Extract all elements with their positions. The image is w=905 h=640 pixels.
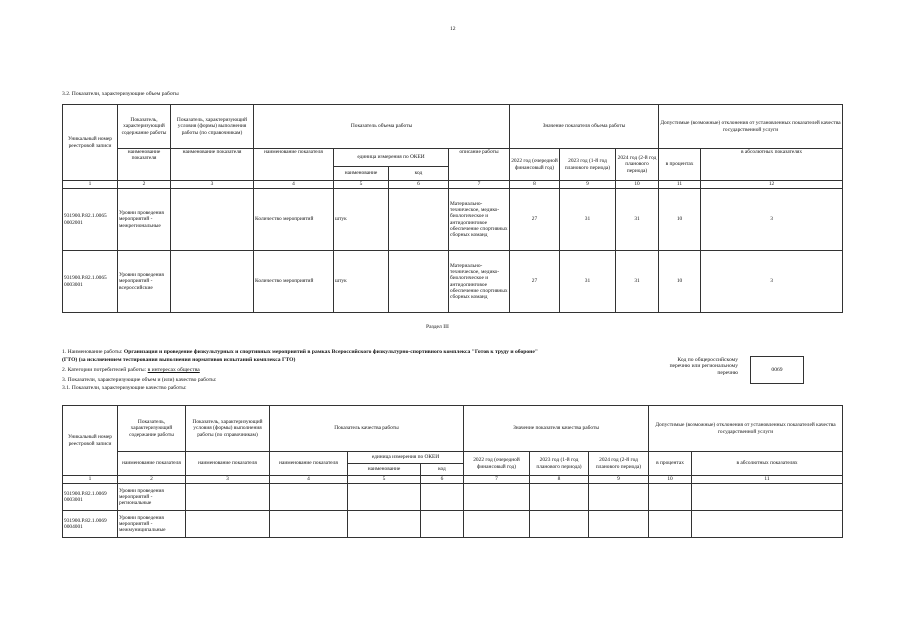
category-prefix: 2. Категории потребителей работы: [62,367,148,373]
h-allowed-deviation: Допустимые (возможные) отклонения от установленных показателей качества государственной услуги [659,105,843,149]
work-name-cont: (ГТО) (за исключением тестирования выполнения нормативов испытаний комплекса ГТО) [62,357,296,363]
category-value: в интересах общества [147,367,200,373]
h-okei-unit: единица измерения по ОКЕИ [334,149,449,167]
col-num: 7 [449,181,510,189]
h-year-2024: 2024 год (2-й год планового периода) [616,149,659,181]
col-num: 2 [118,476,186,484]
h-name-indicator: наименование показателя [171,149,254,181]
row-cell [270,511,348,538]
col-num: 11 [692,476,843,484]
row-content: Уровни проведения мероприятий - всероссийские [118,251,171,313]
col-num: 9 [589,476,649,484]
work-name-prefix: 1. Наименование работы: [62,349,124,355]
col-num: 8 [530,476,589,484]
work-name: Организация и проведение физкультурных и спортивных мероприятий в рамках Всероссийского физкультурно-спортивного комплекса "Готов к труду и обороне" [123,349,538,355]
h-volume-indicator: Показатель объема работы [254,105,510,149]
h-volume-value: Значение показателя объема работы [510,105,659,149]
h-work-description: описание работы [449,149,510,181]
row-v2022: 27 [510,251,560,313]
col-num: 8 [510,181,560,189]
col-num: 12 [701,181,843,189]
col-num: 1 [63,476,118,484]
row-cell [270,484,348,511]
row-code [389,251,449,313]
col-num: 1 [63,181,118,189]
col-num: 7 [464,476,530,484]
h-content-indicator: Показатель, характеризующий содержание работы [118,406,186,452]
row-unit: штук [334,189,389,251]
work-name-line [62,349,538,355]
table-row [63,511,843,538]
h-absolute: в абсолютных показателях [692,452,843,476]
h-unit-name: наименование [334,167,389,181]
col-num: 5 [348,476,421,484]
col-num: 3 [186,476,270,484]
row-cell [421,511,464,538]
code-label-line: перечню [717,369,738,376]
row-cell [530,511,589,538]
work-name-line-2 [62,357,295,363]
h-absolute: в абсолютных показателях [701,149,843,181]
row-content: Уровни проведения мероприятий - межмуниципальные [118,511,186,538]
code-value: 0069 [771,367,783,373]
code-label [630,357,738,376]
row-cell [348,511,421,538]
row-v2024: 31 [616,251,659,313]
h-percent: в процентах [649,452,692,476]
col-num: 9 [560,181,616,189]
row-cell [692,511,843,538]
h-unique-number: Уникальный номер реестровой записи [63,406,118,476]
table-row [63,251,843,313]
h-year-2022: 2022 год (очередной финансовый год) [510,149,560,181]
row-dev-pct: 10 [659,189,701,251]
h-quality-indicator: Показатель качества работы [270,406,464,452]
code-label-line: перечню или региональному [669,363,738,370]
row-cell [421,484,464,511]
row-cell [464,484,530,511]
h-year-2024: 2024 год (2-й год планового периода) [589,452,649,476]
h-conditions-indicator: Показатель, характеризующий условия (формы) выполнения работы (по справочникам) [171,105,254,149]
row-cell [186,511,270,538]
h-unit-code: код [389,167,449,181]
section-heading: Раздел III [426,324,449,330]
row-content: Уровни проведения мероприятий - региональные [118,484,186,511]
h-percent: в процентах [659,149,701,181]
row-cell [649,484,692,511]
row-cell [589,511,649,538]
h-quality-value: Значение показателя качества работы [464,406,649,452]
row-id: 931900.Р.82.1.0065 0003001 [63,251,118,313]
row-dev-abs: 3 [701,189,843,251]
row-code [389,189,449,251]
h-name-indicator: наименование показателя [186,452,270,476]
col-num: 11 [659,181,701,189]
h-conditions-indicator: Показатель, характеризующий условия (формы) выполнения работы (по справочникам) [186,406,270,452]
row-v2022: 27 [510,189,560,251]
h-year-2023: 2023 год (1-й год планового периода) [560,149,616,181]
row-content: Уровни проведения мероприятий - межрегиональные [118,189,171,251]
row-cell [649,511,692,538]
row-conditions [171,251,254,313]
row-indicator: Количество мероприятий [254,189,334,251]
page-number: 12 [450,26,456,32]
row-cell [530,484,589,511]
col-num: 2 [118,181,171,189]
h-year-2022: 2022 год (очередной финансовый год) [464,452,530,476]
consumer-category-line [62,367,200,373]
row-cell [186,484,270,511]
h-name-indicator: наименование показателя [254,149,334,181]
row-cell [692,484,843,511]
row-description: Материально-техническое, медико-биологическое и антидопинговое обеспечение спортивных сборных команд [449,189,510,251]
col-num: 3 [171,181,254,189]
row-cell [464,511,530,538]
table-row [63,484,843,511]
row-cell [348,484,421,511]
col-num: 4 [254,181,334,189]
col-num: 10 [649,476,692,484]
h-unit-name: наименование [348,464,421,476]
h-name-indicator: наименование показателя [270,452,348,476]
h-allowed-deviation: Допустимые (возможные) отклонения от установленных показателей качества государственной услуги [649,406,843,452]
h-okei-unit: единица измерения по ОКЕИ [348,452,464,464]
col-num: 10 [616,181,659,189]
row-id: 931900.Р.82.1.0069 0004001 [63,511,118,538]
h-unique-number: Уникальный номер реестровой записи [63,105,118,181]
volume-section-title: 3.2. Показатели, характеризующие объем работы [62,91,179,97]
row-cell [589,484,649,511]
row-id: 931900.Р.82.1.0069 0003001 [63,484,118,511]
row-v2023: 31 [560,251,616,313]
indicators-line: 3. Показатели, характеризующие объем и (или) качество работы: [62,377,217,383]
quality-table [62,405,843,538]
row-indicator: Количество мероприятий [254,251,334,313]
h-content-indicator: Показатель, характеризующий содержание работы [118,105,171,149]
row-unit: штук [334,251,389,313]
row-description: Материально-техническое, медико-биологическое и антидопинговое обеспечение спортивных сборных команд [449,251,510,313]
col-num: 6 [421,476,464,484]
h-unit-code: код [421,464,464,476]
row-dev-abs: 3 [701,251,843,313]
col-num: 6 [389,181,449,189]
h-name-indicator: наименование показателя [118,149,171,181]
volume-table [62,104,843,313]
row-id: 931900.Р.82.1.0065 0002001 [63,189,118,251]
h-name-indicator: наименование показателя [118,452,186,476]
quality-section-title: 3.1. Показатели, характеризующие качество работы: [62,385,187,391]
code-box [750,356,804,384]
row-conditions [171,189,254,251]
code-label-line: Код по общероссийскому [677,357,738,363]
row-v2023: 31 [560,189,616,251]
row-dev-pct: 10 [659,251,701,313]
col-num: 4 [270,476,348,484]
h-year-2023: 2023 год (1-й год планового периода) [530,452,589,476]
col-num: 5 [334,181,389,189]
row-v2024: 31 [616,189,659,251]
table-row [63,189,843,251]
